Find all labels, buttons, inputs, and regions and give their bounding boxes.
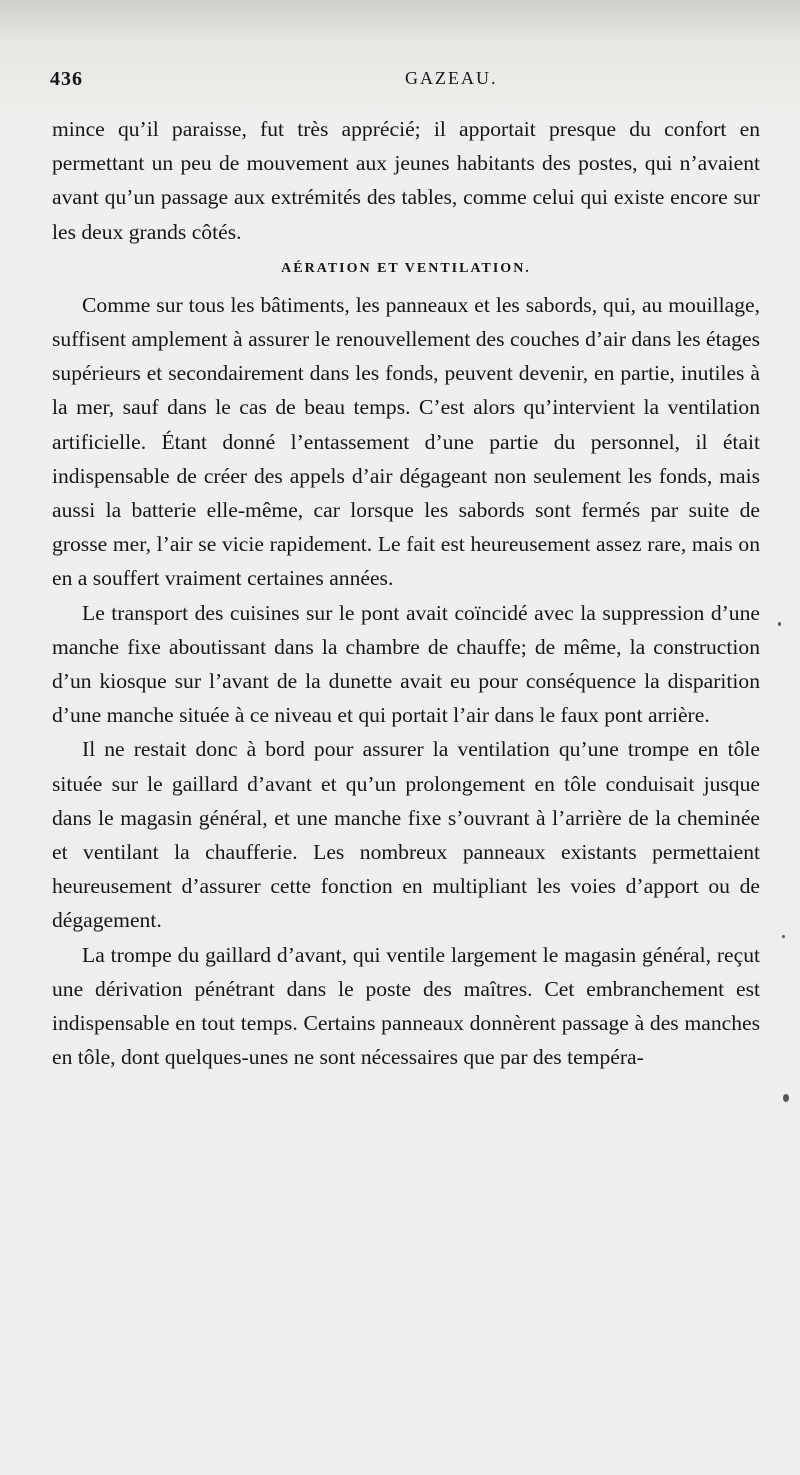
section-heading: AÉRATION ET VENTILATION. [281,260,531,276]
running-head-author: GAZEAU. [405,68,498,88]
body-text [52,112,760,1074]
paragraph: Le transport des cuisines sur le pont avait coïncidé avec la suppression d’une manche fixe aboutissant dans la chambre de chauffe; de même, la construction d’un kiosque sur l’avant de la dunette avait eu pour conséquence la disparition d’une manche située à ce niveau et qui portait l’air dans le faux pont arrière. [52,600,760,728]
paragraph-continued: mince qu’il paraisse, fut très apprécié; il apportait presque du confort en permettant un peu de mouvement aux jeunes habitants des postes, qui n’avaient avant qu’un passage aux extrémités des tables, comme celui qui existe encore sur les deux grands côtés. [52,117,760,244]
scan-speck [782,935,785,938]
scan-speck [778,622,781,626]
paragraph: Comme sur tous les bâtiments, les panneaux et les sabords, qui, au mouillage, suffisent amplement à assurer le renouvellement des couches d’air dans les étages supérieurs et secondairement dans les fonds, peuvent devenir, en partie, inutiles à la mer, sauf dans le cas de beau temps. C’est alors qu’intervient la ventilation artificielle. Étant donné l’entassement d’une partie du personnel, il était indispensable de créer des appels d’air dégageant non seulement les fonds, mais aussi la batterie elle-même, car lorsque les sabords sont fermés par suite de grosse mer, l’air se vicie rapidement. Le fait est heureusement assez rare, mais on en a souffert vraiment certaines années. [52,292,760,591]
paragraph: Il ne restait donc à bord pour assurer la ventilation qu’une trompe en tôle située sur le gaillard d’avant et qu’un prolongement en tôle conduisait jusque dans le magasin général, et une manche fixe s’ouvrant à l’arrière de la cheminée et ventilant la chaufferie. Les nombreux panneaux existants permettaient heureusement d’assurer cette fonction en multipliant les voies d’apport ou de dégagement. [52,737,760,933]
running-head [50,68,760,96]
paragraph: La trompe du gaillard d’avant, qui ventile largement le magasin général, reçut une dérivation pénétrant dans le poste des maîtres. Cet embranchement est indispensable en tout temps. Certains panneaux donnèrent passage à des manches en tôle, dont quelques-unes ne sont nécessaires que par des tempéra- [52,942,760,1070]
page-number: 436 [50,68,83,90]
scan-speck [783,1094,789,1102]
